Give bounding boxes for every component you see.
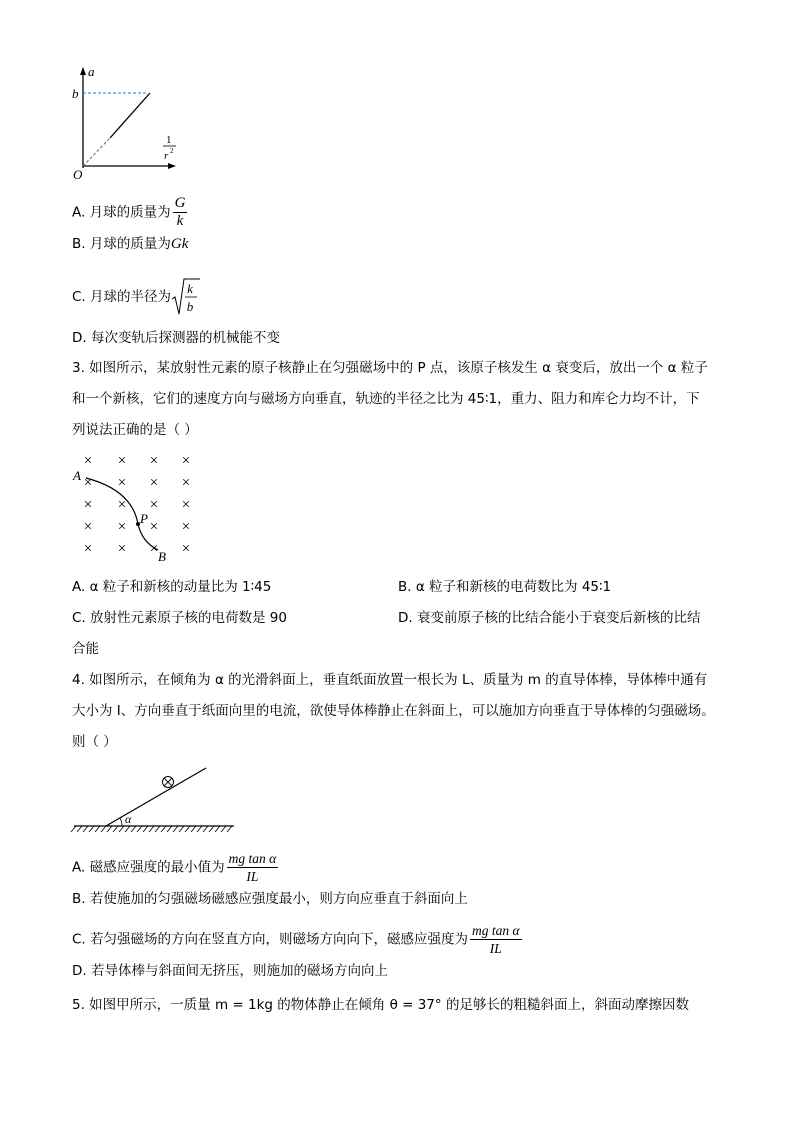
q3-option-d-cont: 合能 xyxy=(72,641,99,657)
hatch-mark xyxy=(173,826,178,832)
hatch-mark xyxy=(209,826,214,832)
q4-option-c[interactable] xyxy=(72,922,524,957)
label-b: B xyxy=(158,549,166,564)
b-label: b xyxy=(72,86,79,101)
field-cross-icon: × xyxy=(149,541,159,557)
field-cross-icon: × xyxy=(181,453,191,469)
field-crosses xyxy=(84,453,190,557)
hatch-mark xyxy=(113,826,118,832)
q4-stem-line3: 则（ ） xyxy=(72,734,117,750)
field-cross-icon: × xyxy=(83,519,93,535)
q4-option-c-text: C. 若匀强磁场的方向在竖直方向，则磁场方向向下，磁感应强度为 xyxy=(72,931,469,948)
field-cross-icon: × xyxy=(181,497,191,513)
q4-incline-figure xyxy=(70,760,240,834)
q3-magnetic-field-figure xyxy=(66,448,206,566)
q4-stem-line1: 4. 如图所示，在倾角为 α 的光滑斜面上，垂直纸面放置一根长为 L、质量为 m 的直导体棒，导体棒中通有 xyxy=(72,672,708,688)
q4-option-a[interactable] xyxy=(72,850,280,885)
label-a: A xyxy=(73,468,81,483)
q3-stem-line2: 和一个新核，它们的速度方向与磁场方向垂直，轨迹的半径之比为 45∶1，重力、阻力和库仑力均不计，下 xyxy=(72,391,700,407)
q4-option-c-fraction xyxy=(470,922,522,957)
sqrt-sign-icon xyxy=(171,277,201,317)
y-axis-label: a xyxy=(88,64,95,79)
x-axis-arrow-icon xyxy=(168,163,176,169)
field-cross-icon: × xyxy=(83,497,93,513)
hatch-mark xyxy=(95,826,100,832)
q2-option-b[interactable] xyxy=(72,234,188,254)
field-cross-icon: × xyxy=(117,497,127,513)
field-cross-icon: × xyxy=(181,519,191,535)
frac-den: IL xyxy=(489,941,502,956)
field-cross-icon: × xyxy=(83,541,93,557)
field-cross-icon: × xyxy=(117,453,127,469)
q2-option-a-fraction xyxy=(173,195,188,230)
field-cross-icon: × xyxy=(83,453,93,469)
q2-option-a[interactable] xyxy=(72,195,189,230)
hatch-mark xyxy=(197,826,202,832)
frac-den: k xyxy=(176,213,184,229)
hatch-mark xyxy=(155,826,160,832)
y-axis-arrow-icon xyxy=(80,67,86,75)
hatch-mark xyxy=(191,826,196,832)
hatch-mark xyxy=(71,826,76,832)
q2-graph xyxy=(66,62,186,182)
q3-option-a[interactable]: A. α 粒子和新核的动量比为 1∶45 xyxy=(72,579,272,595)
hatch-mark xyxy=(125,826,130,832)
hatch-mark xyxy=(221,826,226,832)
q4-option-b[interactable]: B. 若使施加的匀强磁场磁感应强度最小，则方向应垂直于斜面向上 xyxy=(72,891,468,907)
hatch-mark xyxy=(143,826,148,832)
origin-label: O xyxy=(73,167,83,182)
hatch-mark xyxy=(227,826,232,832)
ground-hatching xyxy=(71,826,232,832)
x-axis-label-exp: 2 xyxy=(170,147,174,155)
frac-num: G xyxy=(174,195,186,211)
field-cross-icon: × xyxy=(83,475,93,491)
field-cross-icon: × xyxy=(181,475,191,491)
q3-stem-line1: 3. 如图所示，某放射性元素的原子核静止在匀强磁场中的 P 点，该原子核发生 α 衰变后，放出一个 α 粒子 xyxy=(72,360,708,376)
q2-option-b-text: B. 月球的质量为 xyxy=(72,236,171,252)
q4-option-a-text: A. 磁感应强度的最小值为 xyxy=(72,859,225,876)
q2-option-b-value: Gk xyxy=(170,236,189,252)
sqrt-den: b xyxy=(186,299,194,314)
incline-line xyxy=(106,768,206,826)
hatch-mark xyxy=(167,826,172,832)
hatch-mark xyxy=(119,826,124,832)
field-cross-icon: × xyxy=(117,541,127,557)
hatch-mark xyxy=(161,826,166,832)
hatch-mark xyxy=(131,826,136,832)
hatch-mark xyxy=(149,826,154,832)
extrapolated-dashed-line xyxy=(83,138,110,166)
label-p: P xyxy=(140,511,148,526)
data-line xyxy=(110,93,150,138)
hatch-mark xyxy=(101,826,106,832)
frac-num: mg tan α xyxy=(228,851,277,866)
q2-option-c[interactable] xyxy=(72,277,201,317)
field-cross-icon: × xyxy=(149,497,159,513)
frac-num: mg tan α xyxy=(472,923,520,938)
q2-option-c-text: C. 月球的半径为 xyxy=(72,289,172,305)
field-cross-icon: × xyxy=(117,475,127,491)
x-axis-label-den: r xyxy=(164,150,169,162)
x-axis-label-num: 1 xyxy=(166,134,172,146)
q2-option-a-text: A. 月球的质量为 xyxy=(72,204,171,221)
q4-option-d[interactable]: D. 若导体棒与斜面间无挤压，则施加的磁场方向向上 xyxy=(72,963,388,979)
hatch-mark xyxy=(203,826,208,832)
field-cross-icon: × xyxy=(181,541,191,557)
field-cross-icon: × xyxy=(149,519,159,535)
angle-arc xyxy=(120,818,122,826)
q4-option-a-fraction xyxy=(227,850,279,885)
q3-option-d[interactable]: D. 衰变前原子核的比结合能小于衰变后新核的比结 xyxy=(398,610,701,626)
field-cross-icon: × xyxy=(117,519,127,535)
hatch-mark xyxy=(83,826,88,832)
q3-option-c[interactable]: C. 放射性元素原子核的电荷数是 90 xyxy=(72,610,287,626)
field-cross-icon: × xyxy=(149,475,159,491)
frac-den: IL xyxy=(246,869,259,884)
q3-stem-line3: 列说法正确的是（ ） xyxy=(72,422,198,438)
q5-stem-line1: 5. 如图甲所示，一质量 m = 1kg 的物体静止在倾角 θ = 37° 的足够长的粗糙斜面上，斜面动摩擦因数 xyxy=(72,997,689,1013)
hatch-mark xyxy=(107,826,112,832)
q2-option-c-sqrt xyxy=(171,277,201,317)
q3-option-b[interactable]: B. α 粒子和新核的电荷数比为 45∶1 xyxy=(398,579,612,595)
hatch-mark xyxy=(179,826,184,832)
q2-option-d[interactable]: D. 每次变轨后探测器的机械能不变 xyxy=(72,330,280,346)
field-cross-icon: × xyxy=(149,453,159,469)
q4-stem-line2: 大小为 I、方向垂直于纸面向里的电流，欲使导体棒静止在斜面上，可以施加方向垂直于导体棒的匀强磁场。 xyxy=(72,703,715,719)
hatch-mark xyxy=(185,826,190,832)
hatch-mark xyxy=(89,826,94,832)
hatch-mark xyxy=(77,826,82,832)
hatch-mark xyxy=(215,826,220,832)
sqrt-num: k xyxy=(187,281,193,296)
angle-label: α xyxy=(125,812,132,826)
hatch-mark xyxy=(137,826,142,832)
